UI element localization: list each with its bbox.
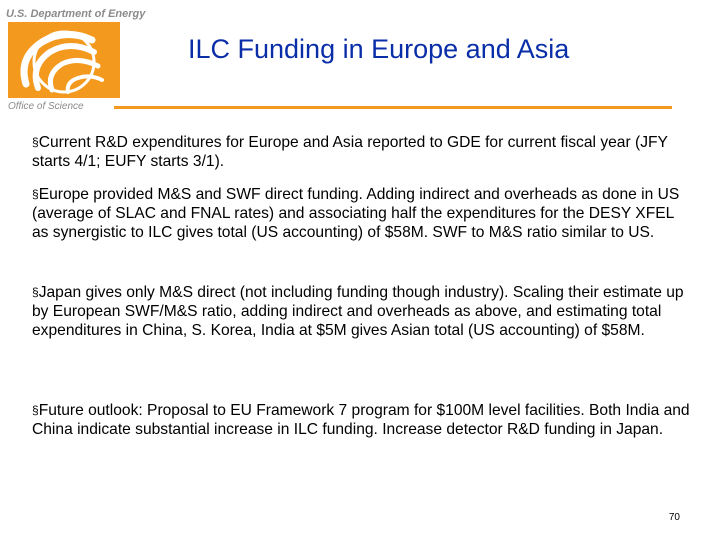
- bullet-item: [32, 185, 692, 243]
- bullet-marker: §: [32, 135, 39, 149]
- bullet-marker: §: [32, 403, 39, 417]
- bullet-text: Future outlook: Proposal to EU Framework 7 program for $100M level facilities. Both India and China indicate substantial increase in ILC funding. Increase detector R&D funding in Japan.: [32, 402, 690, 439]
- bullet-text: Current R&D expenditures for Europe and Asia reported to GDE for current fiscal year (JFY starts 4/1; EUFY starts 3/1).: [32, 134, 668, 171]
- office-name: Office of Science: [8, 101, 84, 112]
- doe-logo: [8, 22, 120, 98]
- org-name: U.S. Department of Energy: [6, 8, 146, 20]
- slide-title: ILC Funding in Europe and Asia: [188, 34, 570, 64]
- bullet-marker: §: [32, 187, 39, 201]
- bullet-text: Europe provided M&S and SWF direct funding. Adding indirect and overheads as done in US (average of SLAC and FNAL rates) and associating half the expenditures for the DESY XFEL as synergistic to ILC gives total (US accounting) of $58M. SWF to M&S ratio similar to US.: [32, 186, 680, 242]
- bullet-marker: §: [32, 285, 39, 299]
- bullet-item: [32, 133, 692, 171]
- header-divider: [114, 106, 672, 109]
- bullet-item: [32, 401, 692, 439]
- page-number: 70: [668, 512, 680, 523]
- bullet-item: [32, 283, 692, 341]
- bullet-text: Japan gives only M&S direct (not including funding though industry). Scaling their estimate up by European SWF/M&S ratio, adding indirect and overheads as above, and estimating total expenditures in China, S. Korea, India at $5M gives Asian total (US accounting) of $58M.: [32, 284, 684, 340]
